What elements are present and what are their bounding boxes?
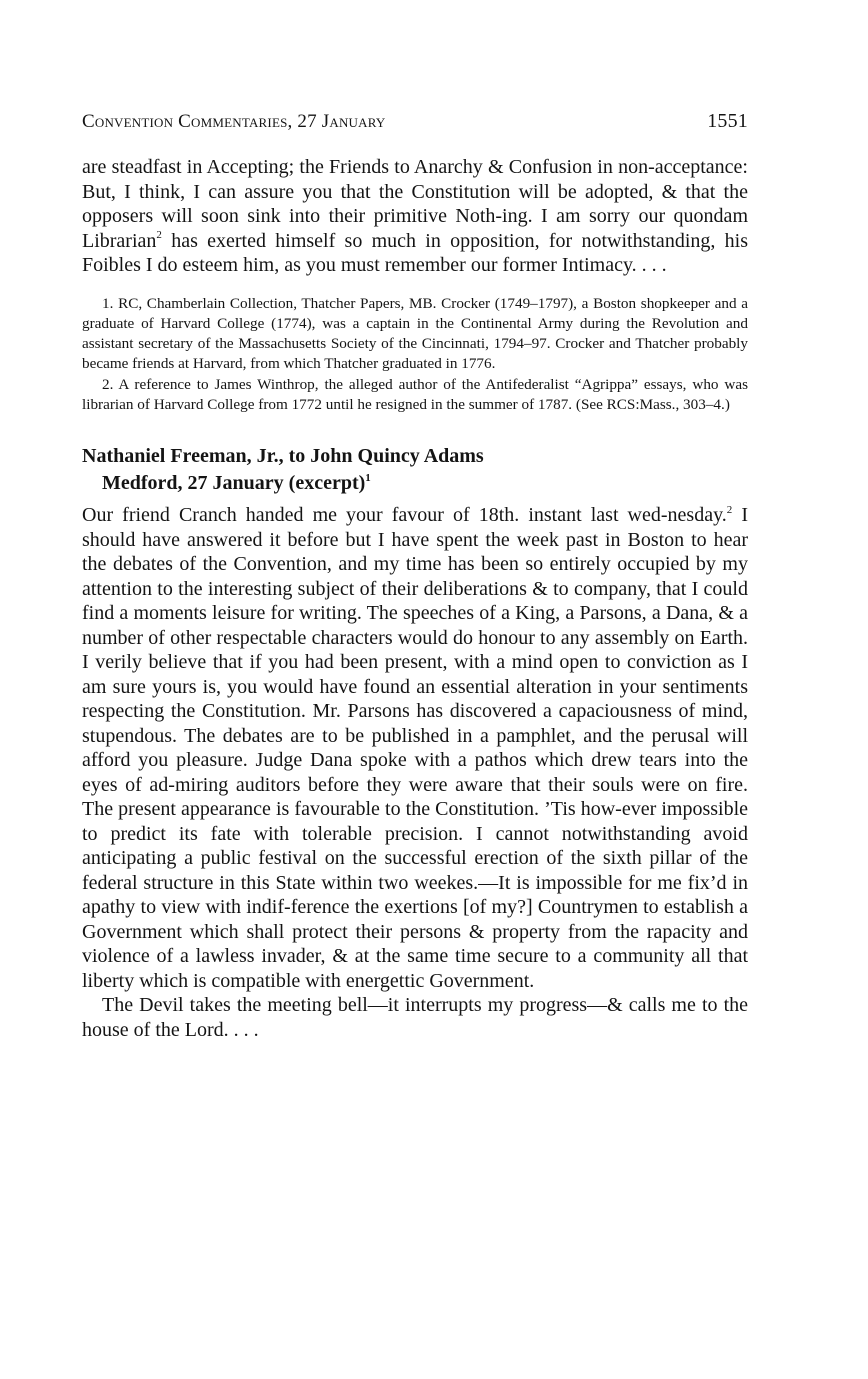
intro-paragraph bbox=[82, 155, 748, 278]
intro-text-2: has exerted himself so much in opposition, for notwithstanding, his Foibles I do esteem him, as you must remember our former Intimacy. . . . bbox=[82, 229, 748, 276]
letter-heading bbox=[82, 443, 748, 497]
page-number: 1551 bbox=[707, 110, 748, 132]
footnote-ref: 2 bbox=[156, 228, 162, 241]
letter-heading-line2: Medford, 27 January (excerpt) bbox=[102, 472, 366, 495]
footnotes bbox=[82, 294, 748, 416]
letter-paragraph-2: The Devil takes the meeting bell—it interrupts my progress—& calls me to the house of the Lord. . . . bbox=[82, 994, 748, 1041]
intro-text-1: are steadfast in Accepting; the Friends to Anarchy & Confusion in non-acceptance: But, I think, I can assure you that the Constitution will be adopted, & that the opposers will soon sink into their primitive Noth-ing. I am sorry our quondam Librarian bbox=[82, 156, 748, 252]
letter-text-1b: I should have answered it before but I have spent the week past in Boston to hear the debates of the Convention, and my time has been so entirely occupied by my attention to the interesting subject of their deliberations & to company, that I could find a moments leisure for writing. The speeches of a King, a Parsons, a Dana, & a number of other respectable characters would do honour to any assembly on Earth. I verily believe that if you had been present, with a mind open to conviction as I am sure yours is, you would have found an essential alteration in your sentiments respecting the Constitution. Mr. Parsons has discovered a capaciousness of mind, stupendous. The debates are to be published in a pamphlet, and the perusal will afford you pleasure. Judge Dana spoke with a pathos which drew tears into the eyes of ad-miring auditors before they were aware that their souls were on fire. The present appearance is favourable to the Constitution. ’Tis how-ever impossible to predict its fate with tolerable precision. I cannot notwithstanding avoid anticipating a public festival on the successful erection of the sixth pillar of the federal structure in this State within two weekes.—It is impossible for me fix’d in apathy to view with indif-ference the exertions [of my?] Countrymen to establish a Government which shall protect their persons & property from the rapacity and violence of a lawless invader, & at the same time secure to a community all that liberty which is compatible with energettic Government. bbox=[82, 504, 748, 992]
document-page bbox=[82, 110, 748, 1042]
running-head bbox=[82, 110, 748, 133]
footnote-1: 1. RC, Chamberlain Collection, Thatcher Papers, MB. Crocker (1749–1797), a Boston shopkeeper and a graduate of Harvard College (1774), was a captain in the Continental Army during the Revolution and assistant secretary of the Massachusetts Society of the Cincinnati, 1794–97. Crocker and Thatcher probably became friends at Harvard, from which Thatcher graduated in 1776. bbox=[82, 294, 748, 373]
letter-heading-line2-wrap bbox=[82, 470, 748, 497]
footnote-ref: 1 bbox=[365, 471, 371, 484]
letter-heading-line1: Nathaniel Freeman, Jr., to John Quincy Adams bbox=[82, 445, 484, 468]
footnote-ref: 2 bbox=[726, 503, 733, 516]
letter-text-1a: Our friend Cranch handed me your favour of 18th. instant last wed-nesday. bbox=[82, 504, 727, 527]
letter-paragraph-1 bbox=[82, 503, 748, 993]
letter-body bbox=[82, 503, 748, 1042]
footnote-2: 2. A reference to James Winthrop, the alleged author of the Antifederalist “Agrippa” essays, who was librarian of Harvard College from 1772 until he resigned in the summer of 1787. (See RCS:Mass., 303–4.) bbox=[82, 375, 748, 413]
running-head-title: Convention Commentaries, 27 January bbox=[82, 111, 386, 132]
